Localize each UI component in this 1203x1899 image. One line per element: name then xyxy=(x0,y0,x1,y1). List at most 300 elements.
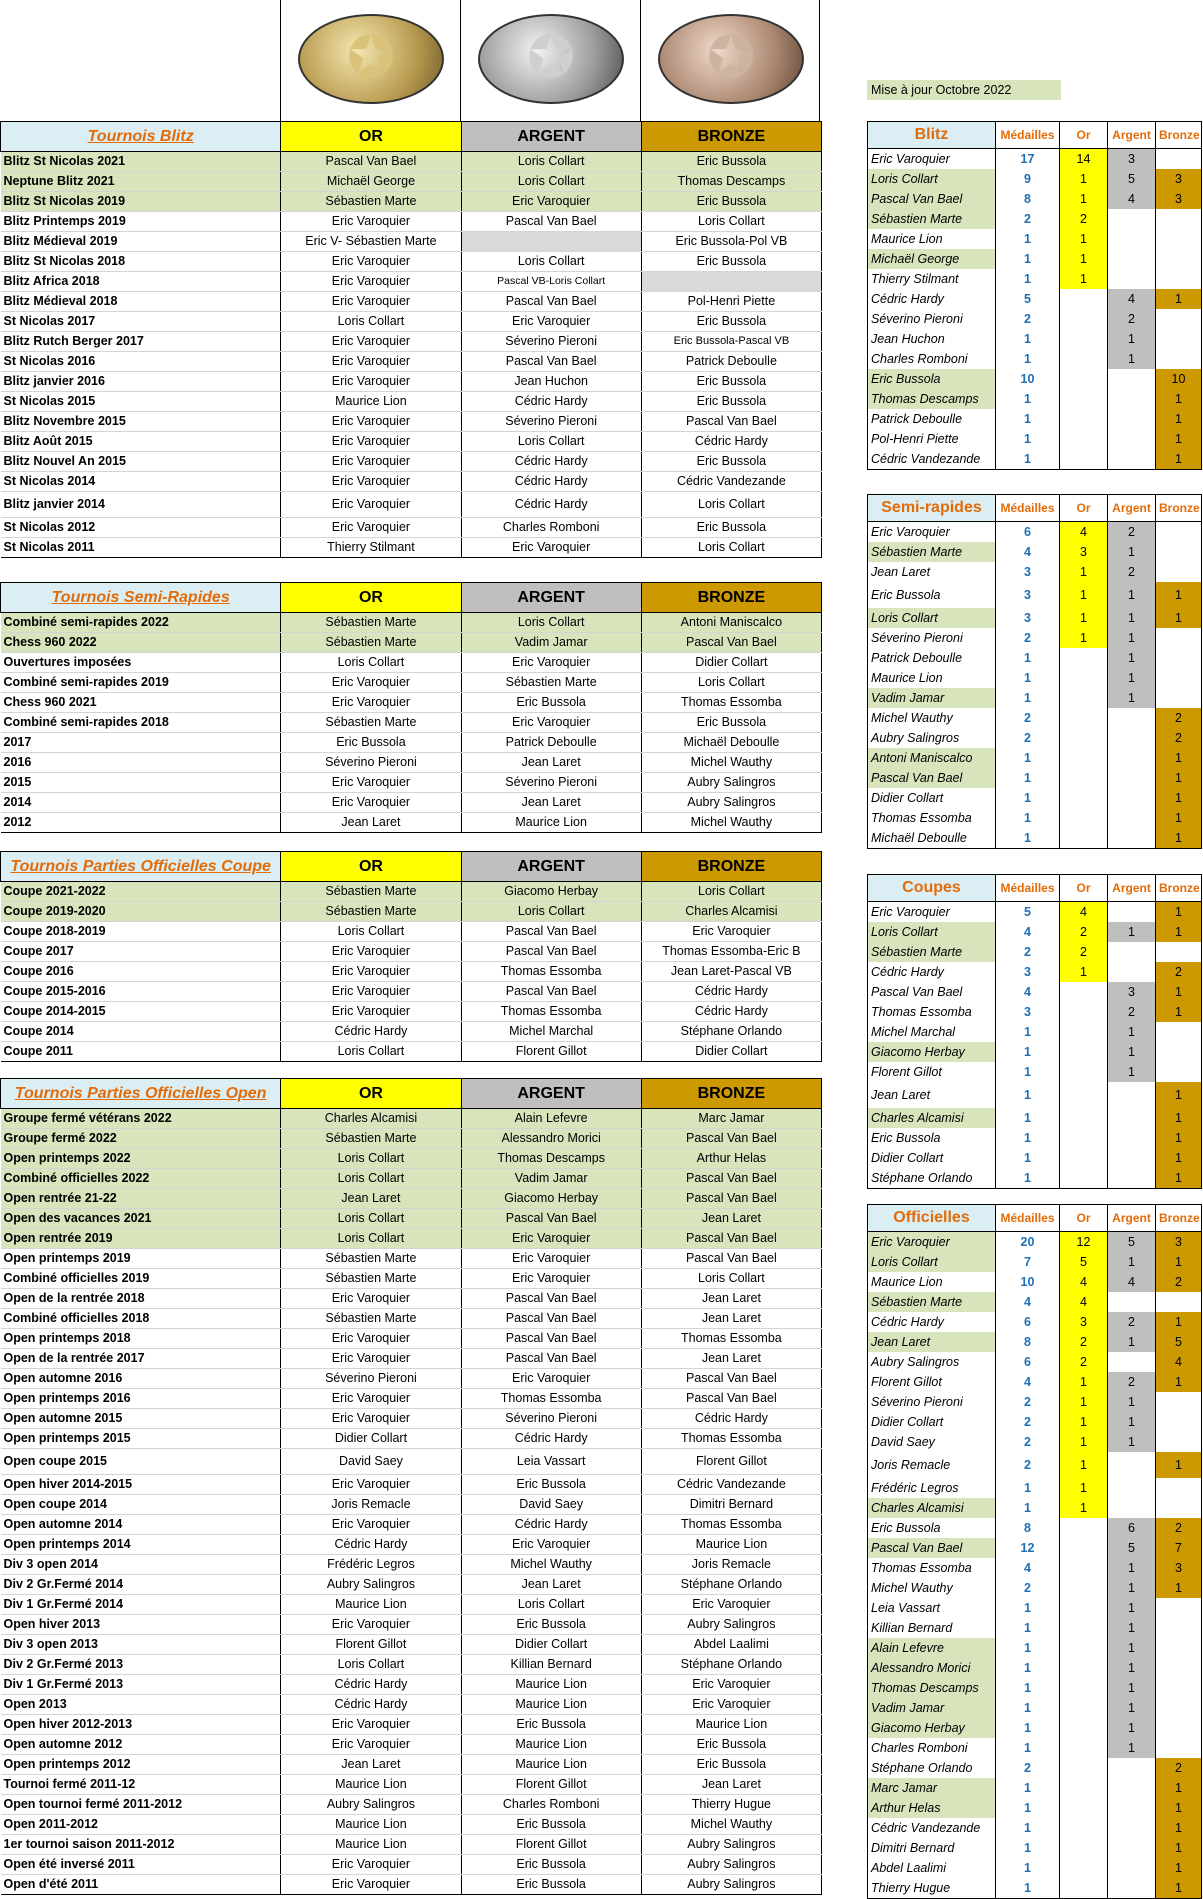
silver-count: 5 xyxy=(1108,169,1156,189)
table-header-row xyxy=(1,852,822,882)
table-row xyxy=(1,1555,822,1575)
gold-winner: Sébastien Marte xyxy=(281,1269,461,1289)
silver-count xyxy=(1108,1148,1156,1168)
silver-winner: Didier Collart xyxy=(461,1635,641,1655)
gold-count xyxy=(1060,389,1108,409)
bronze-winner: Stéphane Orlando xyxy=(641,1575,821,1595)
bronze-winner: Pascal Van Bael xyxy=(641,633,821,653)
bronze-count: 1 xyxy=(1156,1838,1202,1858)
player-row xyxy=(868,289,1202,309)
gold-winner: Eric Varoquier xyxy=(281,1735,461,1755)
gold-count xyxy=(1060,1558,1108,1578)
bronze-count: 3 xyxy=(1156,1232,1202,1253)
gold-count: 1 xyxy=(1060,582,1108,608)
bronze-count: 1 xyxy=(1156,1372,1202,1392)
player-name: Eric Bussola xyxy=(868,1518,996,1538)
bronze-winner: Thomas Descamps xyxy=(641,172,821,192)
gold-count: 1 xyxy=(1060,269,1108,289)
bronze-winner: Pascal Van Bael xyxy=(641,1249,821,1269)
silver-count: 5 xyxy=(1108,1538,1156,1558)
player-name: Sébastien Marte xyxy=(868,542,996,562)
gold-winner: Loris Collart xyxy=(281,1209,461,1229)
table-row xyxy=(1,452,822,472)
silver-winner: Alessandro Morici xyxy=(461,1129,641,1149)
gold-count xyxy=(1060,1838,1108,1858)
bronze-count xyxy=(1156,1718,1202,1738)
tournament-name: Div 3 open 2014 xyxy=(1,1555,281,1575)
bronze-count: 1 xyxy=(1156,788,1202,808)
tournament-name: Coupe 2011 xyxy=(1,1042,281,1062)
bronze-winner: Jean Laret xyxy=(641,1289,821,1309)
bronze-winner: Pascal Van Bael xyxy=(641,1189,821,1209)
player-name: Thomas Essomba xyxy=(868,1558,996,1578)
gold-count: 1 xyxy=(1060,1392,1108,1412)
bronze-count: 3 xyxy=(1156,189,1202,209)
silver-count: 1 xyxy=(1108,1718,1156,1738)
player-row xyxy=(868,1332,1202,1352)
medal-total: 17 xyxy=(996,149,1060,170)
gold-count xyxy=(1060,1168,1108,1189)
player-row xyxy=(868,269,1202,289)
bronze-winner: Loris Collart xyxy=(641,882,821,902)
player-name: Jean Laret xyxy=(868,1332,996,1352)
tournament-name: Combiné semi-rapides 2019 xyxy=(1,673,281,693)
gold-winner: Florent Gillot xyxy=(281,1635,461,1655)
gold-winner: Maurice Lion xyxy=(281,1595,461,1615)
gold-count xyxy=(1060,1002,1108,1022)
gold-winner: Loris Collart xyxy=(281,1042,461,1062)
bronze-count xyxy=(1156,1022,1202,1042)
table-row xyxy=(1,1169,822,1189)
medal-total: 6 xyxy=(996,1312,1060,1332)
player-name: Aubry Salingros xyxy=(868,1352,996,1372)
header-bronze: BRONZE xyxy=(641,122,821,152)
bronze-winner: Florent Gillot xyxy=(641,1449,821,1475)
player-name: Abdel Laalimi xyxy=(868,1858,996,1878)
player-name: Thomas Essomba xyxy=(868,1002,996,1022)
player-row xyxy=(868,768,1202,788)
silver-winner: Eric Varoquier xyxy=(461,1249,641,1269)
table-row xyxy=(1,1289,822,1309)
gold-winner: Loris Collart xyxy=(281,922,461,942)
table-row xyxy=(1,1775,822,1795)
player-name: Eric Varoquier xyxy=(868,1232,996,1253)
table-row xyxy=(1,1042,822,1062)
gold-count: 1 xyxy=(1060,1478,1108,1498)
tournament-name: St Nicolas 2016 xyxy=(1,352,281,372)
bronze-medal-cell xyxy=(640,0,820,121)
medal-total: 1 xyxy=(996,1638,1060,1658)
bronze-count: 7 xyxy=(1156,1538,1202,1558)
header-bronze: Bronze xyxy=(1156,495,1202,522)
player-name: Thomas Descamps xyxy=(868,1678,996,1698)
silver-winner: Séverino Pieroni xyxy=(461,1409,641,1429)
gold-count: 5 xyxy=(1060,1252,1108,1272)
player-name: Alain Lefevre xyxy=(868,1638,996,1658)
medal-total: 1 xyxy=(996,768,1060,788)
gold-count: 1 xyxy=(1060,562,1108,582)
silver-winner: Pascal Van Bael xyxy=(461,212,641,232)
tournament-name: Blitz Août 2015 xyxy=(1,432,281,452)
section-title: Tournois Parties Officielles Coupe xyxy=(1,852,281,882)
medal-total: 10 xyxy=(996,369,1060,389)
gold-winner: Eric Varoquier xyxy=(281,492,461,518)
silver-winner: Pascal Van Bael xyxy=(461,922,641,942)
player-name: Dimitri Bernard xyxy=(868,1838,996,1858)
gold-count: 14 xyxy=(1060,149,1108,170)
player-row xyxy=(868,1412,1202,1432)
silver-count: 2 xyxy=(1108,309,1156,329)
silver-count: 1 xyxy=(1108,1618,1156,1638)
bronze-count: 2 xyxy=(1156,1518,1202,1538)
silver-count: 2 xyxy=(1108,1312,1156,1332)
silver-winner: Vadim Jamar xyxy=(461,1169,641,1189)
update-note: Mise à jour Octobre 2022 xyxy=(867,80,1061,100)
player-row xyxy=(868,1498,1202,1518)
bronze-count: 1 xyxy=(1156,902,1202,923)
silver-winner: Eric Varoquier xyxy=(461,1229,641,1249)
bronze-winner: Pascal Van Bael xyxy=(641,1389,821,1409)
gold-count xyxy=(1060,808,1108,828)
player-name: Vadim Jamar xyxy=(868,688,996,708)
tournament-name: Div 2 Gr.Fermé 2013 xyxy=(1,1655,281,1675)
player-row xyxy=(868,1758,1202,1778)
player-row xyxy=(868,1558,1202,1578)
silver-winner: Maurice Lion xyxy=(461,813,641,833)
bronze-winner: Charles Alcamisi xyxy=(641,902,821,922)
silver-winner: Jean Laret xyxy=(461,793,641,813)
table-row xyxy=(1,172,822,192)
gold-count xyxy=(1060,768,1108,788)
tournament-name: Open printemps 2022 xyxy=(1,1149,281,1169)
silver-winner: Eric Varoquier xyxy=(461,538,641,558)
silver-count: 4 xyxy=(1108,289,1156,309)
bronze-count: 1 xyxy=(1156,1148,1202,1168)
medal-total: 1 xyxy=(996,788,1060,808)
gold-count xyxy=(1060,1148,1108,1168)
medal-total: 3 xyxy=(996,608,1060,628)
tournament-name: Combiné officielles 2018 xyxy=(1,1309,281,1329)
silver-winner: Eric Varoquier xyxy=(461,192,641,212)
bronze-winner: Jean Laret-Pascal VB xyxy=(641,962,821,982)
player-name: Charles Alcamisi xyxy=(868,1108,996,1128)
gold-count xyxy=(1060,449,1108,470)
gold-count: 3 xyxy=(1060,542,1108,562)
gold-winner: Eric Varoquier xyxy=(281,673,461,693)
player-row xyxy=(868,1108,1202,1128)
tournament-name: Coupe 2017 xyxy=(1,942,281,962)
tournament-name: Blitz St Nicolas 2021 xyxy=(1,152,281,172)
player-name: Charles Romboni xyxy=(868,349,996,369)
count-header-row xyxy=(868,875,1202,902)
table-row xyxy=(1,252,822,272)
gold-winner: Eric Varoquier xyxy=(281,1329,461,1349)
bronze-winner: Cédric Vandezande xyxy=(641,1475,821,1495)
bronze-winner: Cédric Vandezande xyxy=(641,472,821,492)
medal-total: 2 xyxy=(996,1392,1060,1412)
header-bronze: BRONZE xyxy=(641,1079,821,1109)
medal-total: 1 xyxy=(996,1128,1060,1148)
silver-count: 4 xyxy=(1108,1272,1156,1292)
table-row xyxy=(1,1109,822,1129)
bronze-count xyxy=(1156,1042,1202,1062)
gold-winner: Aubry Salingros xyxy=(281,1795,461,1815)
player-row xyxy=(868,1432,1202,1452)
tournament-name: Open printemps 2019 xyxy=(1,1249,281,1269)
silver-winner: Eric Varoquier xyxy=(461,1369,641,1389)
player-row xyxy=(868,1518,1202,1538)
player-name: Charles Romboni xyxy=(868,1738,996,1758)
tournament-name: Div 2 Gr.Fermé 2014 xyxy=(1,1575,281,1595)
silver-count xyxy=(1108,1108,1156,1128)
table-row xyxy=(1,392,822,412)
table-row xyxy=(1,192,822,212)
bronze-count: 1 xyxy=(1156,449,1202,470)
gold-count xyxy=(1060,728,1108,748)
player-row xyxy=(868,329,1202,349)
gold-winner: Jean Laret xyxy=(281,1189,461,1209)
bronze-winner: Didier Collart xyxy=(641,1042,821,1062)
silver-count xyxy=(1108,229,1156,249)
tournament-name: Coupe 2019-2020 xyxy=(1,902,281,922)
bronze-winner: Aubry Salingros xyxy=(641,1855,821,1875)
gold-winner: Aubry Salingros xyxy=(281,1575,461,1595)
gold-winner: Eric Varoquier xyxy=(281,1409,461,1429)
gold-count xyxy=(1060,1538,1108,1558)
table-row xyxy=(1,152,822,172)
player-row xyxy=(868,1042,1202,1062)
gold-medal-icon: ✪ xyxy=(298,14,444,104)
silver-winner: Pascal Van Bael xyxy=(461,1309,641,1329)
gold-count: 4 xyxy=(1060,902,1108,923)
silver-winner: Séverino Pieroni xyxy=(461,773,641,793)
table-row xyxy=(1,412,822,432)
gold-winner: David Saey xyxy=(281,1449,461,1475)
silver-winner: Séverino Pieroni xyxy=(461,412,641,432)
table-row xyxy=(1,1409,822,1429)
gold-winner: Eric Varoquier xyxy=(281,372,461,392)
table-row xyxy=(1,713,822,733)
player-row xyxy=(868,522,1202,543)
silver-count xyxy=(1108,828,1156,849)
medal-total: 6 xyxy=(996,522,1060,543)
silver-winner: Eric Bussola xyxy=(461,1715,641,1735)
header-argent: Argent xyxy=(1108,495,1156,522)
player-name: Cédric Hardy xyxy=(868,962,996,982)
bronze-count: 2 xyxy=(1156,1272,1202,1292)
silver-winner: Pascal Van Bael xyxy=(461,1329,641,1349)
bronze-count xyxy=(1156,329,1202,349)
bronze-winner: Aubry Salingros xyxy=(641,773,821,793)
silver-count: 1 xyxy=(1108,582,1156,608)
medal-total: 3 xyxy=(996,1002,1060,1022)
player-name: Eric Bussola xyxy=(868,1128,996,1148)
silver-winner: Loris Collart xyxy=(461,1595,641,1615)
table-row xyxy=(1,733,822,753)
bronze-count xyxy=(1156,942,1202,962)
gold-count xyxy=(1060,1878,1108,1899)
table-row xyxy=(1,773,822,793)
tournament-name: Neptune Blitz 2021 xyxy=(1,172,281,192)
silver-count: 1 xyxy=(1108,922,1156,942)
silver-count xyxy=(1108,1818,1156,1838)
silver-winner: Pascal Van Bael xyxy=(461,1209,641,1229)
player-name: Loris Collart xyxy=(868,922,996,942)
player-row xyxy=(868,1818,1202,1838)
bronze-count xyxy=(1156,562,1202,582)
tournament-name: Coupe 2018-2019 xyxy=(1,922,281,942)
table-row xyxy=(1,922,822,942)
bronze-count: 1 xyxy=(1156,1778,1202,1798)
header-or: Or xyxy=(1060,875,1108,902)
bronze-winner: Loris Collart xyxy=(641,212,821,232)
player-name: Stéphane Orlando xyxy=(868,1168,996,1189)
silver-winner: Eric Bussola xyxy=(461,1875,641,1895)
bronze-winner: Arthur Helas xyxy=(641,1149,821,1169)
gold-count xyxy=(1060,1042,1108,1062)
silver-count: 1 xyxy=(1108,1042,1156,1062)
silver-count xyxy=(1108,1498,1156,1518)
bronze-count xyxy=(1156,209,1202,229)
player-row xyxy=(868,1638,1202,1658)
bronze-winner: Eric Bussola xyxy=(641,392,821,412)
player-row xyxy=(868,1778,1202,1798)
medal-total: 3 xyxy=(996,962,1060,982)
medal-total: 1 xyxy=(996,828,1060,849)
table-row xyxy=(1,1855,822,1875)
bronze-count xyxy=(1156,1412,1202,1432)
medal-total: 2 xyxy=(996,1432,1060,1452)
medal-total: 4 xyxy=(996,982,1060,1002)
player-row xyxy=(868,349,1202,369)
bronze-count xyxy=(1156,628,1202,648)
player-row xyxy=(868,1148,1202,1168)
medal-total: 2 xyxy=(996,309,1060,329)
silver-count: 1 xyxy=(1108,1432,1156,1452)
tournament-name: Open 2011-2012 xyxy=(1,1815,281,1835)
player-row xyxy=(868,708,1202,728)
bronze-winner: Didier Collart xyxy=(641,653,821,673)
header-or: OR xyxy=(281,1079,461,1109)
gold-winner: Sébastien Marte xyxy=(281,1249,461,1269)
gold-winner: Maurice Lion xyxy=(281,1835,461,1855)
player-name: Florent Gillot xyxy=(868,1372,996,1392)
tournament-name: Blitz Novembre 2015 xyxy=(1,412,281,432)
gold-count xyxy=(1060,289,1108,309)
silver-winner: Jean Laret xyxy=(461,753,641,773)
bronze-winner: Eric Bussola xyxy=(641,312,821,332)
gold-count xyxy=(1060,788,1108,808)
medal-total: 1 xyxy=(996,808,1060,828)
table-row xyxy=(1,1475,822,1495)
gold-winner: Eric Varoquier xyxy=(281,942,461,962)
header-bronze: Bronze xyxy=(1156,122,1202,149)
table-row xyxy=(1,432,822,452)
silver-winner: Eric Bussola xyxy=(461,1855,641,1875)
gold-winner: Eric Varoquier xyxy=(281,1855,461,1875)
bronze-count: 1 xyxy=(1156,1578,1202,1598)
gold-count xyxy=(1060,648,1108,668)
player-name: Marc Jamar xyxy=(868,1778,996,1798)
gold-count xyxy=(1060,369,1108,389)
player-name: Didier Collart xyxy=(868,788,996,808)
player-row xyxy=(868,449,1202,470)
bronze-count xyxy=(1156,1658,1202,1678)
medal-total: 4 xyxy=(996,1372,1060,1392)
tournament-name: Open de la rentrée 2018 xyxy=(1,1289,281,1309)
medal-total: 1 xyxy=(996,1478,1060,1498)
medal-total: 1 xyxy=(996,409,1060,429)
gold-winner: Séverino Pieroni xyxy=(281,1369,461,1389)
tournament-name: Groupe fermé vétérans 2022 xyxy=(1,1109,281,1129)
gold-count xyxy=(1060,668,1108,688)
medal-total: 1 xyxy=(996,1738,1060,1758)
medal-total: 1 xyxy=(996,1818,1060,1838)
silver-winner: Loris Collart xyxy=(461,252,641,272)
gold-count xyxy=(1060,1638,1108,1658)
bronze-count xyxy=(1156,1738,1202,1758)
silver-count: 1 xyxy=(1108,1698,1156,1718)
medal-total: 1 xyxy=(996,1148,1060,1168)
medal-total: 20 xyxy=(996,1232,1060,1253)
bronze-count xyxy=(1156,269,1202,289)
bronze-count xyxy=(1156,229,1202,249)
player-row xyxy=(868,648,1202,668)
table-row xyxy=(1,1815,822,1835)
section-title: Tournois Semi-Rapides xyxy=(1,583,281,613)
player-name: Giacomo Herbay xyxy=(868,1042,996,1062)
gold-count xyxy=(1060,688,1108,708)
tournament-name: St Nicolas 2015 xyxy=(1,392,281,412)
header-argent: Argent xyxy=(1108,875,1156,902)
player-name: Giacomo Herbay xyxy=(868,1718,996,1738)
tournament-name: Coupe 2015-2016 xyxy=(1,982,281,1002)
silver-count: 2 xyxy=(1108,522,1156,543)
table-row xyxy=(1,1449,822,1475)
table-row xyxy=(1,1695,822,1715)
table-row xyxy=(1,1369,822,1389)
gold-winner: Thierry Stilmant xyxy=(281,538,461,558)
player-row xyxy=(868,1002,1202,1022)
medal-total: 1 xyxy=(996,229,1060,249)
medal-total: 1 xyxy=(996,1082,1060,1108)
header-or: OR xyxy=(281,583,461,613)
gold-count xyxy=(1060,982,1108,1002)
bronze-count: 1 xyxy=(1156,922,1202,942)
gold-winner: Eric Varoquier xyxy=(281,1615,461,1635)
bronze-winner: Michel Wauthy xyxy=(641,1815,821,1835)
player-name: Aubry Salingros xyxy=(868,728,996,748)
bronze-winner: Cédric Hardy xyxy=(641,432,821,452)
silver-count xyxy=(1108,1292,1156,1312)
bronze-count: 1 xyxy=(1156,768,1202,788)
table-row xyxy=(1,492,822,518)
bronze-winner: Eric Bussola xyxy=(641,152,821,172)
gold-winner: Sébastien Marte xyxy=(281,192,461,212)
player-name: Vadim Jamar xyxy=(868,1698,996,1718)
player-row xyxy=(868,1062,1202,1082)
gold-winner: Eric Varoquier xyxy=(281,272,461,292)
table-row xyxy=(1,1149,822,1169)
tournament-name: Blitz Rutch Berger 2017 xyxy=(1,332,281,352)
gold-winner: Eric Varoquier xyxy=(281,1389,461,1409)
bronze-count: 1 xyxy=(1156,1858,1202,1878)
bronze-count: 1 xyxy=(1156,1798,1202,1818)
player-name: Sébastien Marte xyxy=(868,1292,996,1312)
bronze-winner: Michel Wauthy xyxy=(641,813,821,833)
silver-count: 1 xyxy=(1108,628,1156,648)
gold-winner: Loris Collart xyxy=(281,1229,461,1249)
